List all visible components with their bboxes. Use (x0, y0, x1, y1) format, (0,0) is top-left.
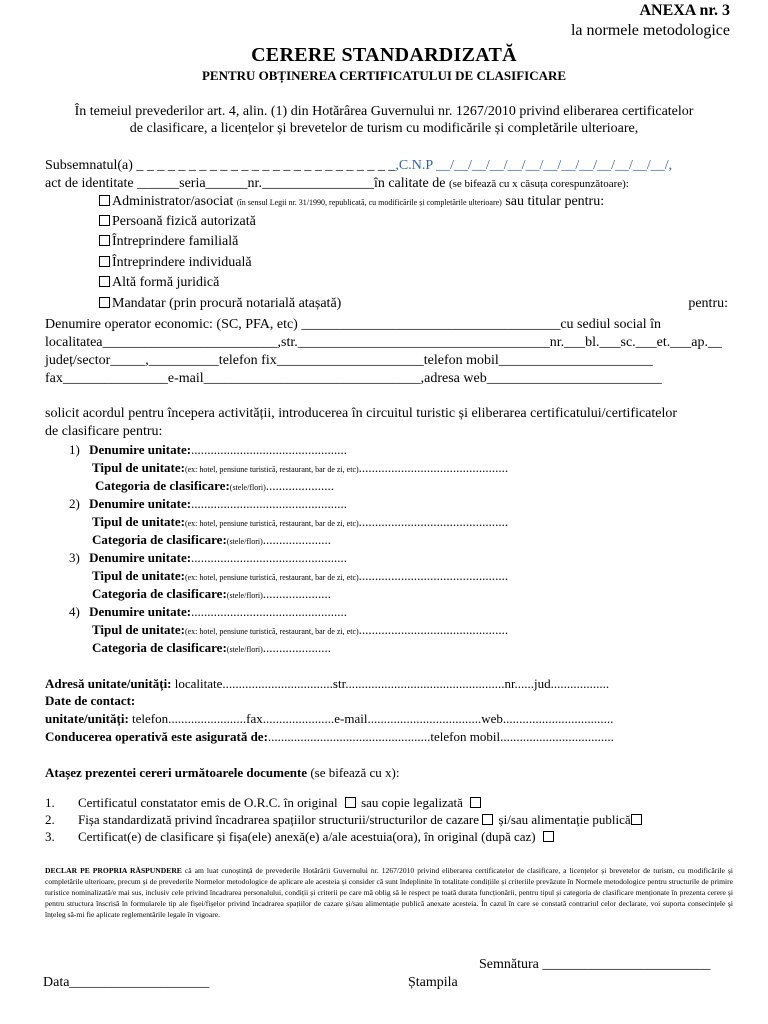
option-label: Administrator/asociat (112, 194, 234, 209)
unitate-label: unitate/unități: (45, 711, 129, 726)
page-title: CERERE STANDARDIZATĂ (251, 44, 517, 66)
checkbox-copie[interactable] (470, 797, 481, 808)
categorie-note: (stele/flori) (226, 645, 263, 654)
operator-phone-field[interactable]: județ/sector_____,__________telefon fix_____________________telefon mobil______________________ (45, 353, 653, 368)
operator-address-field[interactable]: localitatea_________________________,str.____________________________________nr.___bl.___sc.___et.___ap.__ (45, 335, 723, 350)
unit-1-denumire[interactable] (69, 442, 347, 458)
tip-label: Tipul de unitate: (92, 568, 185, 583)
pentru-label: pentru: (688, 296, 728, 311)
unit-number: 1) (69, 442, 80, 457)
categorie-field[interactable]: ..................... (262, 532, 332, 547)
unit-1-categorie[interactable] (95, 478, 334, 494)
atasez-heading (45, 765, 399, 781)
categorie-field[interactable]: ..................... (262, 640, 332, 655)
item-text: Certificatul constatator emis de O.R.C. în original (78, 795, 338, 810)
tip-label: Tipul de unitate: (92, 622, 185, 637)
checkbox-alimentatie[interactable] (631, 814, 642, 825)
unit-4-denumire[interactable] (69, 604, 347, 620)
cnp-field[interactable]: ,C.N.P __/__/__/__/__/__/__/__/__/__/__/__/__/, (395, 158, 673, 173)
option-label: Persoană fizică autorizată (112, 214, 256, 229)
page-subtitle: PENTRU OBȚINEREA CERTIFICATULUI DE CLASIFICARE (201, 68, 567, 83)
categorie-field[interactable]: ..................... (265, 478, 335, 493)
subsemnatul-field[interactable] (45, 158, 672, 174)
declaratie-bold: DECLAR PE PROPRIA RĂSPUNDERE (45, 866, 182, 875)
unit-number: 4) (69, 604, 80, 619)
unit-4-categorie[interactable] (92, 640, 331, 656)
document-item-1[interactable] (45, 795, 483, 811)
denumire-label: Denumire unitate: (89, 496, 192, 511)
option-note: (în sensul Legii nr. 31/1990, republicată, cu modificările și completările ulterioare) (236, 198, 502, 207)
option-mandatar[interactable] (99, 296, 341, 312)
anexa-label: ANEXA nr. 3 (639, 2, 730, 19)
denumire-field[interactable]: ................................................ (191, 604, 348, 619)
checkbox[interactable] (99, 276, 110, 287)
intro-line-2: de clasificare, a licențelor și brevetelor de turism cu modificările și completările ulterioare, (129, 121, 639, 136)
adresa-value[interactable]: localitate..................................str.................................................nr......jud.................. (171, 676, 610, 691)
checkbox[interactable] (99, 215, 110, 226)
categorie-note: (stele/flori) (226, 591, 263, 600)
denumire-field[interactable]: ................................................ (191, 442, 348, 457)
item-number: 1. (45, 795, 55, 810)
option-label: Întreprindere individuală (112, 255, 252, 270)
adresa-unitate-field[interactable] (45, 676, 609, 692)
option-label: Întreprindere familială (112, 234, 239, 249)
tip-label: Tipul de unitate: (92, 514, 185, 529)
document-item-3[interactable] (45, 829, 556, 845)
stampila-label: Ștampila (408, 975, 458, 990)
conducere-value[interactable]: ..................................................telefon mobil................................... (267, 729, 614, 744)
denumire-label: Denumire unitate: (89, 604, 192, 619)
operator-name-field[interactable]: Denumire operator economic: (SC, PFA, etc) _____________________________________cu sediul social în (45, 317, 662, 332)
data-field[interactable]: Data____________________ (43, 975, 210, 990)
atasez-note: (se bifează cu x): (307, 765, 400, 780)
option-pfa[interactable] (99, 214, 256, 230)
tip-note: (ex: hotel, pensiune turistică, restaurant, bar de zi, etc) (184, 573, 359, 582)
categorie-label: Categoria de clasificare: (92, 586, 227, 601)
option-intreprindere-individuala[interactable] (99, 255, 252, 271)
subsemnatul-label: Subsemnatul(a) _ _ _ _ _ _ _ _ _ _ _ _ _ _ _ _ _ _ _ _ _ _ _ _ _ (45, 158, 396, 173)
unit-3-denumire[interactable] (69, 550, 347, 566)
option-intreprindere-familiala[interactable] (99, 234, 238, 250)
denumire-label: Denumire unitate: (89, 442, 192, 457)
option-alta-forma[interactable] (99, 275, 219, 291)
tip-label: Tipul de unitate: (92, 460, 185, 475)
normele-label: la normele metodologice (570, 22, 730, 39)
option-administrator[interactable] (99, 194, 604, 210)
item-text: Fișa standardizată privind încadrarea spațiilor structurii/structurilor de cazare (78, 812, 480, 827)
tip-note: (ex: hotel, pensiune turistică, restaurant, bar de zi, etc) (184, 519, 359, 528)
unit-2-categorie[interactable] (92, 532, 331, 548)
tip-note: (ex: hotel, pensiune turistică, restaurant, bar de zi, etc) (184, 627, 359, 636)
unit-2-tip[interactable] (92, 514, 508, 530)
unitate-value[interactable]: telefon........................fax......................e-mail...................................web.................................. (128, 711, 614, 726)
solicit-line-1: solicit acordul pentru începera activității, introducerea în circuitul turistic și eliberarea certificatului/certificatelor (45, 406, 678, 421)
checkbox-certificat[interactable] (543, 831, 554, 842)
unit-number: 3) (69, 550, 80, 565)
tip-field[interactable]: .............................................. (358, 514, 509, 529)
intro-line-1: În temeiul prevederilor art. 4, alin. (1) din Hotărârea Guvernului nr. 1267/2010 privind eliberarea certificatelor (74, 104, 694, 119)
option-label: Mandatar (prin procură notarială atașată) (112, 296, 342, 311)
categorie-label: Categoria de clasificare: (95, 478, 230, 493)
checkbox-cazare[interactable] (482, 814, 493, 825)
semnatura-field[interactable]: Semnătura ________________________ (479, 957, 711, 972)
document-item-2[interactable] (45, 812, 644, 828)
act-note: (se bifează cu x căsuța corespunzătoare): (448, 178, 629, 190)
tip-field[interactable]: .............................................. (358, 622, 509, 637)
date-contact-label: Date de contact: (45, 693, 136, 708)
item-text: Certificat(e) de clasificare și fișa(ele) anexă(e) a/ale acestuia(ora), în original (după caz) (78, 829, 536, 844)
operator-web-field[interactable]: fax_______________e-mail_______________________________,adresa web_________________________ (45, 371, 662, 386)
categorie-label: Categoria de clasificare: (92, 640, 227, 655)
solicit-line-2: de clasificare pentru: (45, 424, 163, 439)
item-text-2: și/sau alimentație publică (495, 812, 631, 827)
denumire-label: Denumire unitate: (89, 550, 192, 565)
declaratie-body: că am luat cunoștință de prevederile Hotărârii Guvernului nr. 1267/2010 privind eliberarea certificatelor de clasificare, a licențelor și brevetelor de turism, cu modificările și completările ulterioare, precum și de prevederile Normelor metodologice de aplicare ale acesteia și consider că sunt îndeplinite în totalitate condițiile și criteriile prevăzute în Normele metodologice pentru structurile de primire turistice nominalizată/e mai sus, inclusiv cele privind încadrarea personalului, condiții și criterii pe care mă oblig să le respect pe toată durata funcționării, pentru tipul și categoria de clasificare menționate în prezenta cerere și pentru structura înscrisă în formularele tip ale fișei/fișelor privind încadrarea spațiilor de cazare și/sau alimentație publică anexate acesteia. În cazul în care se constată contrariul celor declarate, voi suporta consecințele și înțeleg să-mi fie aplicate reglementările legale în vigoare. (45, 866, 733, 919)
unit-3-tip[interactable] (92, 568, 508, 584)
item-text-2: sau copie legalizată (357, 795, 463, 810)
unit-4-tip[interactable] (92, 622, 508, 638)
conducere-field[interactable] (45, 729, 614, 745)
checkbox[interactable] (99, 235, 110, 246)
option-suffix: sau titular pentru: (501, 194, 605, 209)
act-identitate-label: act de identitate ______seria______nr.________________în calitate de (45, 176, 446, 191)
option-label: Altă formă juridică (112, 275, 220, 290)
categorie-label: Categoria de clasificare: (92, 532, 227, 547)
declaratie-text (45, 865, 733, 920)
checkbox[interactable] (99, 195, 110, 206)
categorie-note: (stele/flori) (226, 537, 263, 546)
categorie-note: (stele/flori) (229, 483, 266, 492)
tip-field[interactable]: .............................................. (358, 568, 509, 583)
item-number: 2. (45, 812, 55, 827)
unitate-contact-field[interactable] (45, 711, 613, 727)
tip-note: (ex: hotel, pensiune turistică, restaurant, bar de zi, etc) (184, 465, 359, 474)
denumire-field[interactable]: ................................................ (191, 550, 348, 565)
item-number: 3. (45, 829, 55, 844)
tip-field[interactable]: .............................................. (358, 460, 509, 475)
unit-1-tip[interactable] (92, 460, 508, 476)
checkbox[interactable] (99, 297, 110, 308)
unit-2-denumire[interactable] (69, 496, 347, 512)
unit-number: 2) (69, 496, 80, 511)
act-identitate-field[interactable] (45, 176, 629, 192)
checkbox[interactable] (99, 256, 110, 267)
unit-3-categorie[interactable] (92, 586, 331, 602)
conducere-label: Conducerea operativă este asigurată de: (45, 729, 268, 744)
atasez-label: Atașez prezentei cereri următoarele documente (45, 765, 308, 780)
checkbox-original[interactable] (345, 797, 356, 808)
categorie-field[interactable]: ..................... (262, 586, 332, 601)
adresa-label: Adresă unitate/unități: (45, 676, 172, 691)
denumire-field[interactable]: ................................................ (191, 496, 348, 511)
